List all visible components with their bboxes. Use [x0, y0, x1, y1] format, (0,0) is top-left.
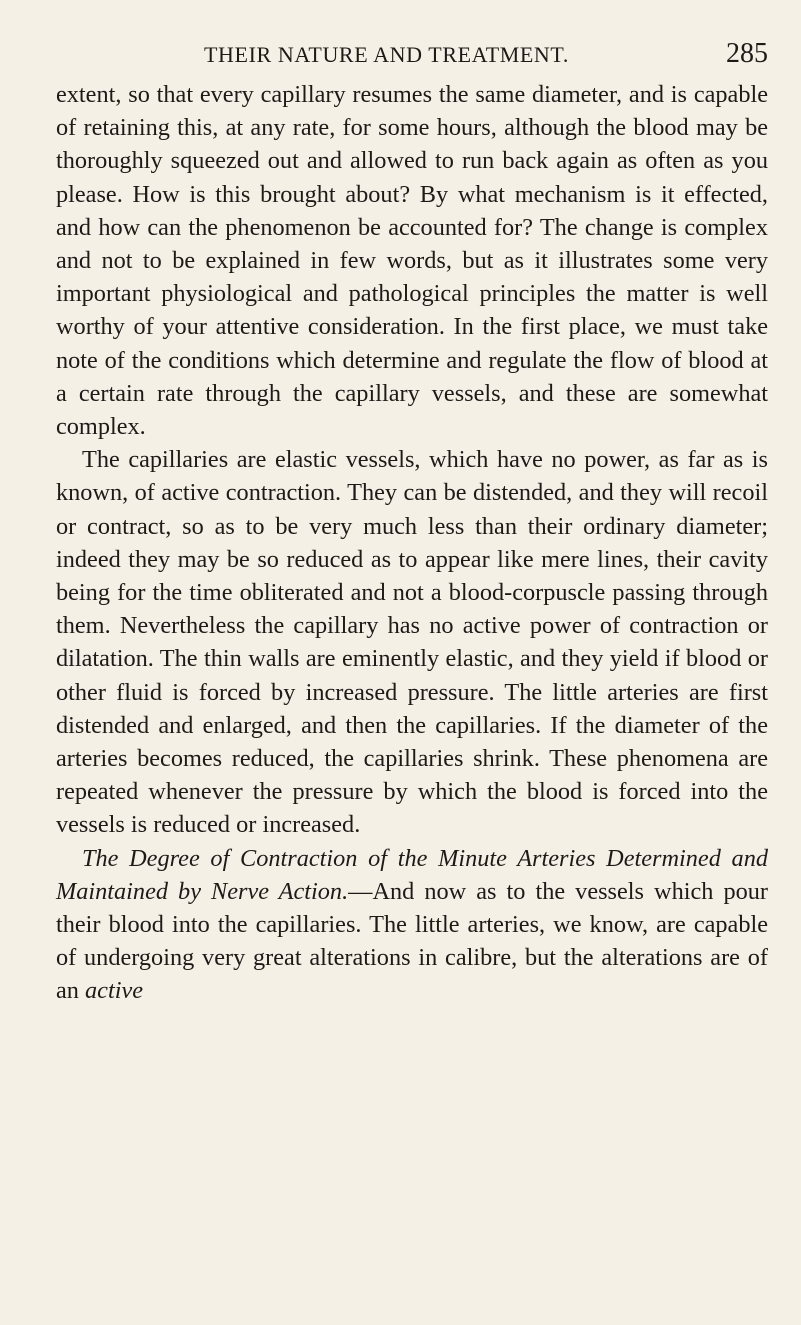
- book-page: [56, 0, 768, 1008]
- page-number: 285: [726, 38, 768, 69]
- paragraph-3: [56, 842, 768, 1008]
- paragraph-1: extent, so that every capillary resumes the same diameter, and is capable of retaining this, at any rate, for some hours, although the blood may be thoroughly squeezed out and allowed to run back again as often as you please. How is this brought about? By what mechanism is it effected, and how can the phenomenon be accounted for? The change is complex and not to be explained in few words, but as it illustrates some very important physiological and pathological principles the matter is well worthy of your attentive consideration. In the first place, we must take note of the conditions which determine and regulate the flow of blood at a certain rate through the capillary vessels, and these are somewhat complex.: [56, 81, 768, 441]
- paragraph-3-body: —And now as to the vessels which pour their blood into the capillaries. The little arteries, we know, are capable of undergoing very great alterations in calibre, but the alterations are of an: [56, 877, 768, 1005]
- paragraph-2: The capillaries are elastic vessels, which have no power, as far as is known, of active contraction. They can be distended, and they will recoil or contract, so as to be very much less than their ordinary diameter; indeed they may be so reduced as to appear like mere lines, their cavity being for the time obliterated and not a blood-corpuscle passing through them. Nevertheless the capillary has no active power of contraction or dilatation. The thin walls are eminently elastic, and they yield if blood or other fluid is forced by increased pressure. The little arteries are first distended and enlarged, and then the capillaries. If the diameter of the arteries becomes reduced, the capillaries shrink. These phenomena are repeated whenever the pressure by which the blood is forced into the vessels is reduced or increased.: [56, 446, 768, 839]
- running-header: [56, 0, 768, 78]
- running-title: THEIR NATURE AND TREATMENT.: [204, 42, 569, 67]
- body-text: [56, 78, 768, 1008]
- section-subheading: The Degree of Contraction of the Minute Arteries Determined and Maintained by Nerve Action.: [56, 844, 768, 905]
- emphasized-word: active: [85, 977, 144, 1005]
